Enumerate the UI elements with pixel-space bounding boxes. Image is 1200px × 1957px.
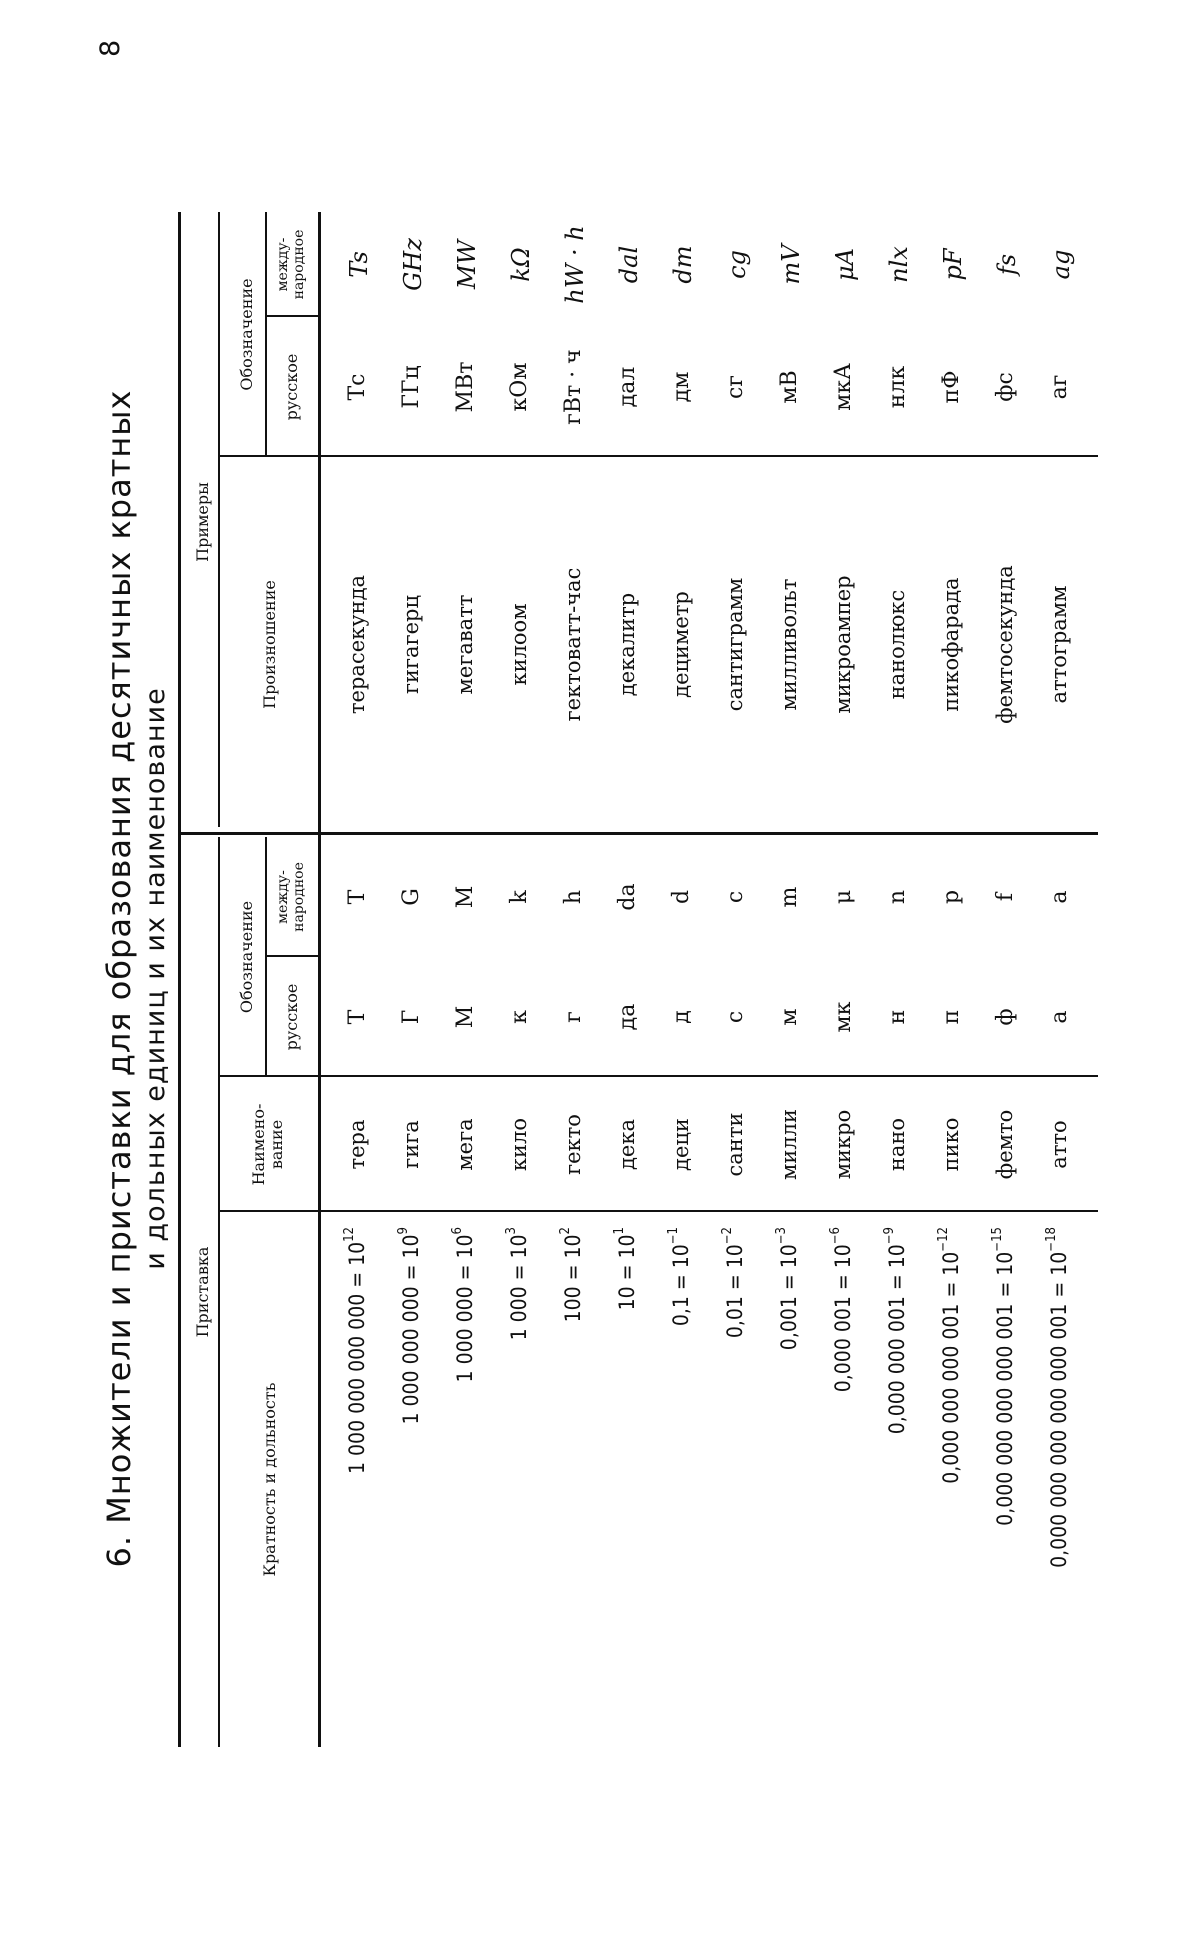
multiplicity-value: 0,000 000 000 000 000 001 = 10 (1047, 1251, 1071, 1568)
exponent: 12 (342, 1227, 357, 1242)
prefix-intl-cell: h (561, 889, 586, 905)
example-intl-cell: nlx (885, 246, 913, 283)
example-intl-cell: hW · h (561, 225, 589, 304)
prefix-intl-cell: d (669, 889, 694, 905)
example-ru-cell: пФ (939, 370, 964, 404)
pronunciation-cell: терасекунда (345, 574, 369, 715)
prefix-ru-cell: н (885, 1009, 910, 1025)
top-rule (178, 212, 181, 1747)
prefix-ru-cell: Т (345, 1009, 370, 1025)
exponent: −12 (936, 1227, 951, 1252)
exponent: −2 (720, 1227, 735, 1245)
header-designation: Обозначение (237, 900, 256, 1014)
prefix-ru-cell: ф (993, 1008, 1018, 1026)
example-ru-cell: МВт (453, 361, 478, 413)
prefix-name-cell: тера (345, 1119, 369, 1170)
prefix-name-cell: кило (507, 1117, 531, 1172)
prefix-name-cell: санти (723, 1112, 747, 1177)
multiplicity-value: 0,000 000 001 = 10 (885, 1244, 909, 1435)
prefix-name-cell: гига (399, 1120, 423, 1169)
pronunciation-cell: пикофарада (939, 577, 963, 712)
col-rule-4 (178, 832, 1098, 835)
example-intl-cell: pF (939, 248, 967, 281)
pronunciation-cell: фемтосекунда (993, 565, 1017, 724)
exponent: 9 (396, 1227, 411, 1235)
multiplicity-value: 1 000 000 000 000 = 10 (345, 1241, 369, 1474)
pronunciation-cell: гигагерц (399, 595, 423, 694)
multiplicity-cell (720, 1227, 747, 1747)
multiplicity-cell (450, 1227, 477, 1747)
example-ru-cell: кОм (507, 362, 532, 412)
pronunciation-cell: аттограмм (1047, 585, 1071, 704)
exponent: 1 (612, 1227, 627, 1235)
prefix-ru-cell: к (507, 1010, 532, 1024)
example-ru-cell: фс (993, 372, 1018, 402)
prefix-intl-cell: G (399, 888, 424, 906)
multiplicity-cell (342, 1227, 369, 1747)
prefix-name-cell: фемто (993, 1109, 1017, 1180)
multiplicity-cell (666, 1227, 693, 1747)
designation-rule (265, 837, 267, 1077)
multiplicity-cell (936, 1227, 963, 1747)
header-russian: русское (282, 983, 301, 1051)
header-pronunciation: Произношение (260, 580, 279, 709)
multiplicity-cell (990, 1227, 1017, 1747)
exponent: −9 (882, 1227, 897, 1245)
prefix-ru-cell: с (723, 1010, 748, 1024)
multiplicity-cell (1044, 1227, 1071, 1747)
exponent: −1 (666, 1227, 681, 1245)
example-intl-cell: fs (993, 253, 1021, 276)
multiplicity-value: 1 000 000 = 10 (453, 1234, 477, 1383)
header-russian-ex: русское (282, 353, 301, 421)
prefix-ru-cell: д (669, 1010, 694, 1024)
multiplicity-cell (558, 1227, 585, 1747)
exponent: −3 (774, 1227, 789, 1245)
pronunciation-cell: микроампер (831, 575, 855, 714)
example-ru-cell: аг (1047, 374, 1072, 400)
prefix-intl-cell: n (885, 889, 910, 905)
exponent: −6 (828, 1227, 843, 1245)
exponent: −18 (1044, 1227, 1059, 1252)
multiplicity-value: 0,001 = 10 (777, 1244, 801, 1351)
header-bottom-rule (318, 212, 321, 1747)
prefix-name-cell: деци (669, 1118, 693, 1171)
prefix-ru-cell: мк (831, 1001, 856, 1033)
example-intl-cell: ag (1047, 249, 1075, 280)
prefix-intl-cell: k (507, 890, 532, 904)
designation-rule-ex (265, 212, 267, 457)
example-intl-cell: dm (669, 245, 697, 284)
exponent: −15 (990, 1227, 1005, 1252)
group-rule-prefix (218, 837, 220, 1747)
prefix-ru-cell: да (615, 1003, 640, 1031)
example-intl-cell: GHz (399, 238, 427, 291)
example-ru-cell: Тс (345, 373, 370, 401)
example-ru-cell: сг (723, 375, 748, 399)
pronunciation-cell: декалитр (615, 592, 639, 697)
example-intl-cell: μA (831, 248, 859, 281)
pronunciation-cell: гектоватт-час (561, 567, 585, 722)
example-ru-cell: дал (615, 366, 640, 408)
multiplicity-value: 1 000 000 000 = 10 (399, 1234, 423, 1425)
multiplicity-value: 0,000 000 000 001 = 10 (939, 1251, 963, 1484)
prefix-name-cell: нано (885, 1117, 909, 1172)
prefix-ru-cell: М (453, 1005, 478, 1029)
prefix-intl-cell: a (1047, 890, 1072, 904)
prefix-ru-cell: а (1047, 1010, 1072, 1024)
example-ru-cell: мкА (831, 363, 856, 411)
pronunciation-cell: нанолюкс (885, 589, 909, 700)
pronunciation-cell: дециметр (669, 591, 693, 698)
prefix-intl-cell: c (723, 890, 748, 904)
example-ru-cell: гВт · ч (561, 349, 586, 425)
exponent: 3 (504, 1227, 519, 1235)
multiplicity-value: 10 = 10 (615, 1234, 639, 1311)
prefix-intl-cell: M (453, 885, 478, 909)
prefix-intl-cell: f (993, 892, 1018, 902)
pronunciation-cell: килоом (507, 603, 531, 686)
multiplicity-value: 100 = 10 (561, 1234, 585, 1323)
prefix-intl-cell: p (939, 889, 964, 905)
prefix-name-cell: милли (777, 1109, 801, 1181)
prefix-name-cell: дека (615, 1119, 639, 1171)
example-ru-cell: ГГц (399, 365, 424, 409)
page-number: 8 (95, 39, 126, 57)
multiplicity-value: 0,000 000 000 000 001 = 10 (993, 1251, 1017, 1526)
example-intl-cell: Ts (345, 251, 373, 278)
pronunciation-cell: мегаватт (453, 594, 477, 695)
prefix-ru-cell: п (939, 1009, 964, 1025)
example-ru-cell: дм (669, 371, 694, 403)
header-multiplicity: Кратность и дольность (260, 1382, 279, 1577)
prefix-intl-cell: T (345, 889, 370, 905)
example-ru-cell: мВ (777, 370, 802, 404)
multiplicity-value: 0,01 = 10 (723, 1244, 747, 1339)
example-intl-cell: kΩ (507, 247, 535, 282)
multiplicity-cell (612, 1227, 639, 1747)
multiplicity-value: 0,000 001 = 10 (831, 1244, 855, 1393)
table-subtitle: и дольных единиц и их наименование (140, 687, 171, 1270)
pronunciation-cell: сантиграмм (723, 577, 747, 712)
prefix-name-cell: пико (939, 1117, 963, 1172)
prefix-ru-cell: Г (399, 1009, 424, 1025)
example-intl-cell: mV (777, 244, 805, 285)
multiplicity-value: 0,1 = 10 (669, 1244, 693, 1327)
example-intl-cell: cg (723, 250, 751, 279)
header-name: Наимено- вание (249, 1103, 286, 1186)
example-intl-cell: dal (615, 245, 643, 284)
pronunciation-cell: милливольт (777, 578, 801, 711)
multiplicity-cell (882, 1227, 909, 1747)
multiplicity-cell (774, 1227, 801, 1747)
header-prefix-group: Приставка (193, 1246, 212, 1338)
prefix-name-cell: гекто (561, 1114, 585, 1175)
exponent: 6 (450, 1227, 465, 1235)
prefix-name-cell: микро (831, 1109, 855, 1180)
example-ru-cell: нлк (885, 365, 910, 409)
header-designation-ex: Обозначение (237, 278, 256, 391)
prefix-intl-cell: m (777, 886, 802, 908)
prefix-ru-cell: г (561, 1011, 586, 1023)
multiplicity-cell (828, 1227, 855, 1747)
multiplicity-value: 1 000 = 10 (507, 1234, 531, 1341)
group-rule-examples (218, 212, 220, 827)
multiplicity-cell (396, 1227, 423, 1747)
prefix-name-cell: мега (453, 1118, 477, 1171)
prefix-name-cell: атто (1047, 1120, 1071, 1169)
header-examples-group: Примеры (193, 482, 212, 562)
prefix-intl-cell: μ (831, 889, 856, 905)
prefix-intl-cell: da (615, 883, 640, 911)
header-international-ex: между- народное (275, 229, 307, 300)
table-title: 6. Множители и приставки для образования десятичных кратных (100, 389, 138, 1568)
prefix-ru-cell: м (777, 1008, 802, 1026)
multiplicity-cell (504, 1227, 531, 1747)
exponent: 2 (558, 1227, 573, 1235)
header-international: между- народное (275, 862, 307, 932)
example-intl-cell: MW (453, 239, 481, 290)
